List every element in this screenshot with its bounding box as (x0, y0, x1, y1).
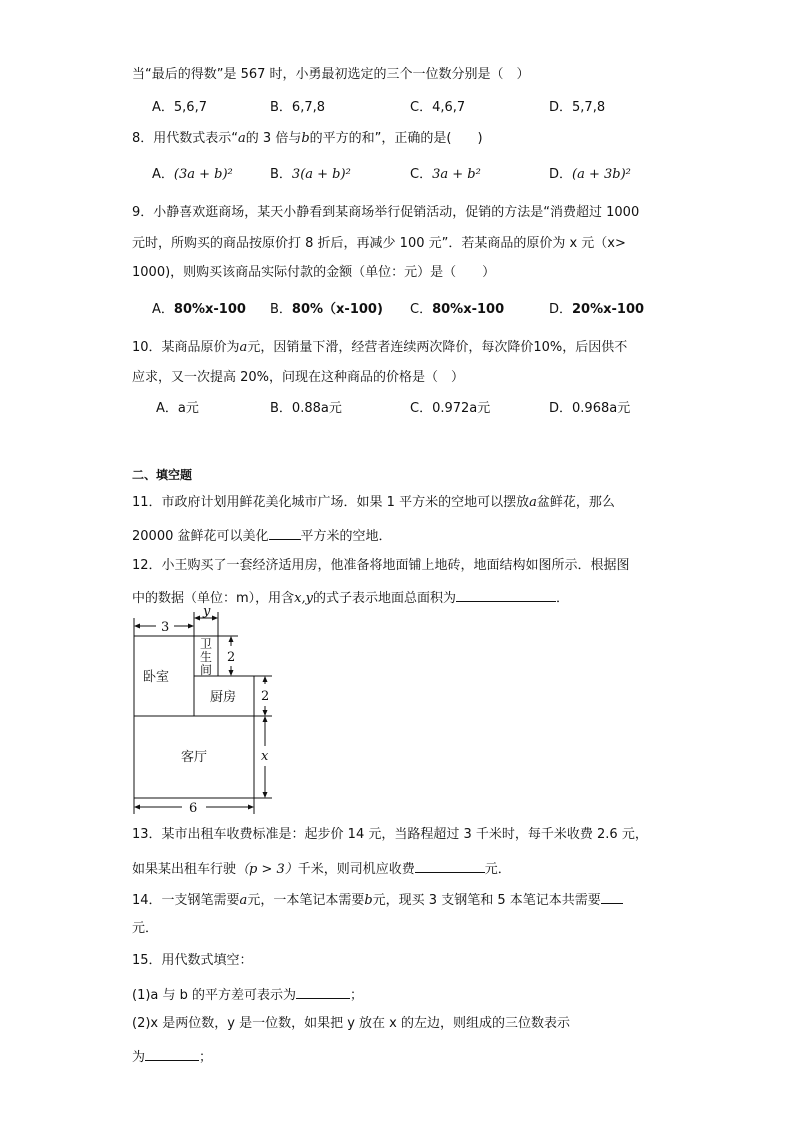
living-room-label: 客厅 (181, 750, 208, 765)
q7-option-a[interactable]: A．5,6,7 (152, 100, 207, 115)
q12-stem-line1: 12．小王购买了一套经济适用房，他准备将地面铺上地砖，地面结构如图所示．根据图 (132, 558, 630, 573)
kitchen-label: 厨房 (210, 690, 237, 705)
dim-y-label: y (203, 608, 211, 619)
bathroom-label-3: 间 (200, 663, 213, 677)
q11-stem-line1: 11．市政府计划用鲜花美化城市广场．如果 1 平方米的空地可以摆放a盆鲜花，那么 (132, 495, 615, 510)
q8-stem: 8．用代数式表示“a的 3 倍与b的平方的和”，正确的是( ) (132, 131, 483, 146)
q10-option-a[interactable]: A．a元 (156, 401, 199, 416)
q11-stem-line2: 20000 盆鲜花可以美化 平方米的空地． (132, 525, 392, 546)
q10-stem-line2: 应求，又一次提高 20%，问现在这种商品的价格是（ ） (132, 370, 465, 385)
bathroom-label-2: 生 (200, 650, 213, 664)
dim-x-label: x (261, 749, 269, 764)
q15-part1-blank[interactable] (296, 984, 350, 999)
q13-stem-line1: 13．某市出租车收费标准是：起步价 14 元，当路程超过 3 千米时，每千米收费 2.6 元， (132, 827, 648, 842)
bedroom-label: 卧室 (143, 670, 170, 685)
q9-option-a[interactable]: A．80%x-100 (152, 302, 246, 317)
q15-part2-line2: 为 ； (132, 1046, 212, 1067)
q10-stem-line1: 10．某商品原价为a元，因销量下滑，经营者连续两次降价，每次降价10%，后因供不 (132, 340, 628, 355)
q7-option-c[interactable]: C．4,6,7 (410, 100, 466, 115)
q7-option-b[interactable]: B．6,7,8 (270, 100, 325, 115)
q8-option-c[interactable]: C．3a + b² (410, 167, 481, 182)
q13-stem-line2: 如果某出租车行驶（p > 3）千米，则司机应收费 元． (132, 858, 511, 879)
q12-answer-blank[interactable] (456, 587, 556, 602)
q14-stem-line2: 元． (132, 921, 159, 936)
q9-option-b[interactable]: B．80%（x-100) (270, 302, 383, 317)
q7-stem: 当“最后的得数”是 567 时，小勇最初选定的三个一位数分别是（ ） (132, 67, 530, 82)
q10-option-c[interactable]: C．0.972a元 (410, 401, 491, 416)
dim-bottom-label: 6 (189, 801, 198, 816)
floor-plan-figure (126, 608, 286, 816)
q15-title: 15．用代数式填空： (132, 953, 253, 968)
q9-stem-line2: 元时，所购买的商品按原价打 8 折后，再减少 100 元”．若某商品的原价为 x 元（x> (132, 236, 626, 251)
q9-option-d[interactable]: D．20%x-100 (549, 302, 645, 317)
q14-answer-blank[interactable] (601, 889, 623, 904)
q9-stem-line1: 9．小静喜欢逛商场，某天小静看到某商场举行促销活动，促销的方法是“消费超过 1000 (132, 205, 640, 220)
q15-part2-line1: (2)x 是两位数，y 是一位数，如果把 y 放在 x 的左边，则组成的三位数表示 (132, 1016, 570, 1031)
q11-answer-blank[interactable] (269, 525, 301, 540)
section-title: 二、填空题 (132, 468, 193, 482)
q9-option-c[interactable]: C．80%x-100 (410, 302, 505, 317)
q10-option-b[interactable]: B．0.88a元 (270, 401, 342, 416)
q13-answer-blank[interactable] (415, 858, 485, 873)
q15-part1: (1)a 与 b 的平方差可表示为 ； (132, 984, 363, 1005)
q15-part2-blank[interactable] (145, 1046, 199, 1061)
q14-stem-line1: 14．一支钢笔需要a元，一本笔记本需要b元，现买 3 支钢笔和 5 本笔记本共需要 (132, 889, 623, 910)
q7-option-d[interactable]: D．5,7,8 (549, 100, 606, 115)
dim-bath-label: 2 (227, 650, 236, 665)
bathroom-label-1: 卫 (200, 637, 213, 651)
q9-stem-line3: 1000)，则购买该商品实际付款的金额（单位：元）是（ ） (132, 265, 496, 280)
q10-option-d[interactable]: D．0.968a元 (549, 401, 631, 416)
dim-top-label: 3 (161, 620, 170, 635)
dim-kitchen-label: 2 (261, 689, 270, 704)
q8-option-b[interactable]: B．3(a + b)² (270, 167, 351, 182)
q8-option-d[interactable]: D．(a + 3b)² (549, 167, 631, 182)
q8-option-a[interactable]: A．(3a + b)² (152, 167, 233, 182)
q12-stem-line2: 中的数据（单位：m），用含x,y的式子表示地面总面积为 ． (132, 587, 569, 608)
